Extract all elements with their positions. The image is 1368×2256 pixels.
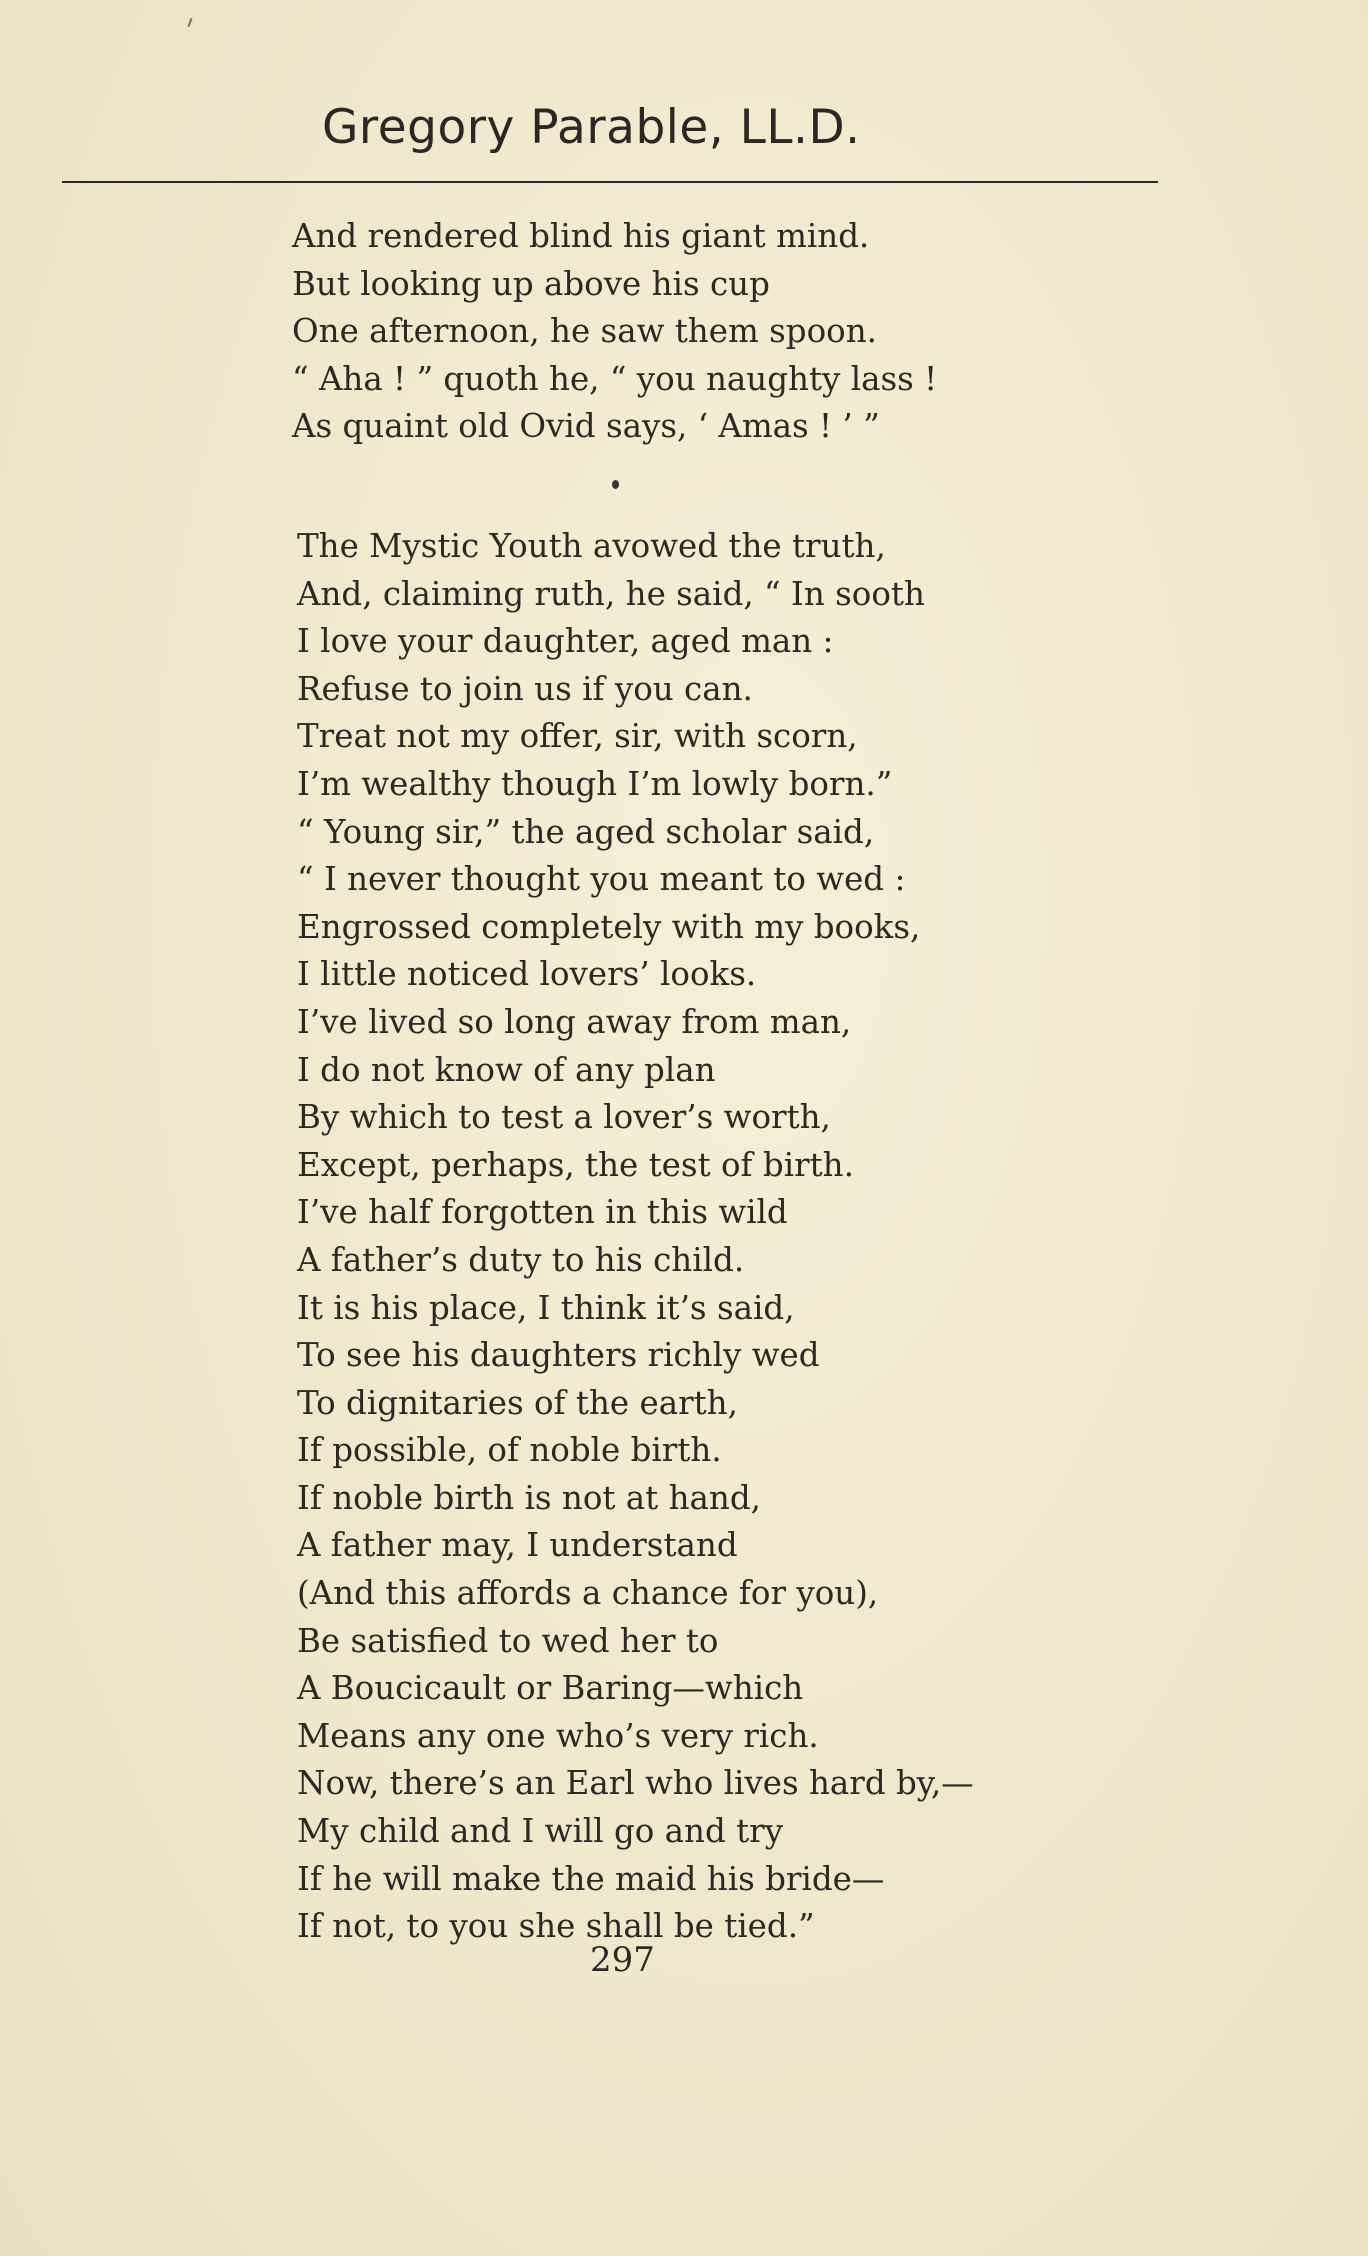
verse-line: Treat not my offer, sir, with scorn, [297, 717, 858, 756]
page-number: 297 [590, 1940, 655, 1980]
running-title: Gregory Parable, LL.D. [322, 100, 861, 155]
verse-line: I’ve lived so long away from man, [297, 1002, 852, 1041]
verse-line: Means any one who’s very rich. [297, 1716, 819, 1755]
verse-line: One afternoon, he saw them spoon. [292, 312, 877, 351]
verse-line: I do not know of any plan [297, 1050, 716, 1089]
verse-line: A father may, I understand [297, 1526, 738, 1565]
verse-line: To see his daughters richly wed [297, 1336, 820, 1375]
paper-speck [188, 18, 193, 27]
verse-line: “ I never thought you meant to wed : [297, 860, 906, 899]
verse-line: (And this affords a chance for you), [297, 1574, 879, 1613]
verse-line: And, claiming ruth, he said, “ In sooth [297, 574, 925, 613]
verse-line: If he will make the maid his bride— [297, 1859, 885, 1898]
verse-line: The Mystic Youth avowed the truth, [297, 527, 886, 565]
verse-line: To dignitaries of the earth, [297, 1383, 738, 1422]
verse-line: If noble birth is not at hand, [297, 1478, 761, 1517]
stanza-2 [297, 523, 974, 1951]
stanza-break-ornament [612, 480, 619, 489]
verse-line: And rendered blind his giant mind. [292, 217, 870, 255]
verse-line: My child and I will go and try [297, 1812, 784, 1851]
verse-line: Be satisfied to wed her to [297, 1621, 719, 1660]
verse-line: As quaint old Ovid says, ‘ Amas ! ’ ” [292, 407, 880, 446]
verse-line: I little noticed lovers’ looks. [297, 955, 757, 994]
verse-line: Now, there’s an Earl who lives hard by,— [297, 1764, 974, 1803]
verse-line: “ Aha ! ” quoth he, “ you naughty lass ! [292, 359, 938, 398]
verse-line: Engrossed completely with my books, [297, 907, 921, 946]
verse-line: A father’s duty to his child. [297, 1240, 745, 1279]
verse-line: But looking up above his cup [292, 264, 770, 303]
verse-line: If not, to you she shall be tied.” [297, 1907, 815, 1946]
verse-line: I love your daughter, aged man : [297, 622, 834, 661]
verse-line: By which to test a lover’s worth, [297, 1098, 831, 1137]
verse-line: “ Young sir,” the aged scholar said, [297, 812, 875, 851]
verse-line: A Boucicault or Baring—which [297, 1669, 804, 1708]
verse-line: Refuse to join us if you can. [297, 669, 753, 708]
verse-line: I’ve half forgotten in this wild [297, 1193, 788, 1232]
verse-line: I’m wealthy though I’m lowly born.” [297, 764, 893, 803]
verse-line: It is his place, I think it’s said, [297, 1288, 795, 1327]
verse-line: Except, perhaps, the test of birth. [297, 1145, 854, 1184]
stanza-1 [292, 213, 937, 451]
header-rule [62, 181, 1158, 183]
verse-line: If possible, of noble birth. [297, 1431, 722, 1470]
